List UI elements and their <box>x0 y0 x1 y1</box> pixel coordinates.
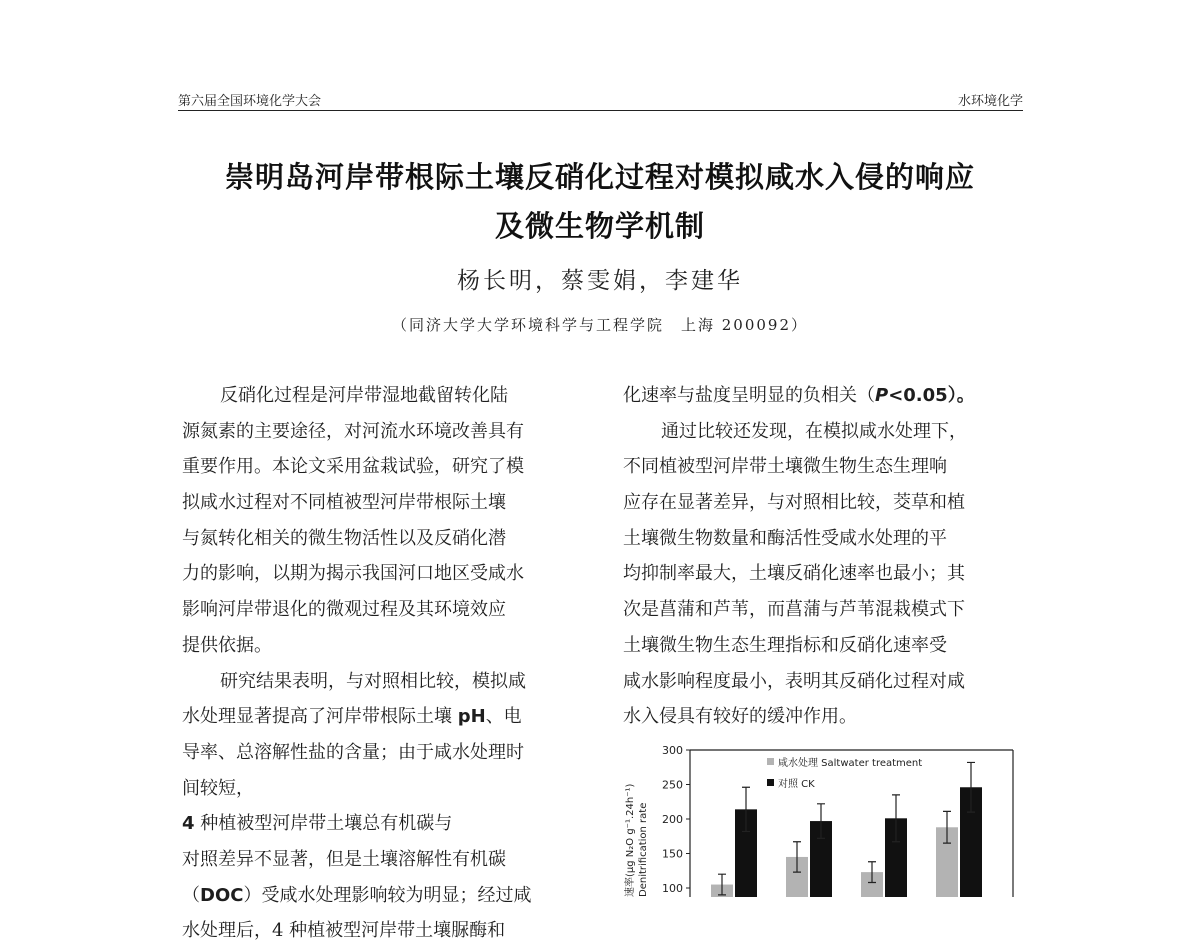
y-axis-label-cn: 速率(μg N₂O g⁻¹.24h⁻¹) <box>625 783 636 897</box>
paper-title-line-1: 崇明岛河岸带根际土壤反硝化过程对模拟咸水入侵的响应 <box>224 160 975 194</box>
text-line: 土壤微生物生态生理指标和反硝化速率受 <box>623 634 947 656</box>
text-line: 研究结果表明，与对照相比较，模拟咸 <box>220 670 526 692</box>
legend-label-ck: 对照 CK <box>778 779 815 790</box>
legend-label-saltwater: 咸水处理 Saltwater treatment <box>778 758 923 769</box>
text-span: ）受咸水处理影响较为明显；经过咸 <box>243 884 532 906</box>
affiliation: （同济大学大学环境科学与工程学院 上海 200092） <box>391 316 809 334</box>
text-line: 力的影响，以期为揭示我国河口地区受咸水 <box>182 563 524 585</box>
text-line: 重要作用。本论文采用盆栽试验，研究了模 <box>182 456 524 478</box>
chart-svg <box>615 738 1035 897</box>
text-line: 提供依据。 <box>182 634 272 656</box>
text-line: 通过比较还发现，在模拟咸水处理下， <box>661 420 967 442</box>
text-line: 间较短， <box>182 777 254 799</box>
text-line <box>182 806 582 842</box>
text-line: 均抑制率最大，土壤反硝化速率也最小；其 <box>623 563 965 585</box>
text-line: 不同植被型河岸带土壤微生物生态生理响 <box>623 456 947 478</box>
text-line <box>182 699 582 735</box>
y-tick-label: 250 <box>662 778 683 792</box>
text-span: 种植被型河岸带土壤总有机碳与 <box>194 813 453 835</box>
paper-title-line-2: 及微生物学机制 <box>494 209 705 243</box>
text-line: 影响河岸带退化的微观过程及其环境效应 <box>182 599 506 621</box>
text-span: <0.05）。 <box>888 385 975 406</box>
running-header <box>178 88 1023 111</box>
text-line: 导率、总溶解性盐的含量；由于咸水处理时 <box>182 741 524 763</box>
conference-name: 第六届全国环境化学大会 <box>178 94 322 109</box>
text-line <box>623 378 1023 414</box>
text-span: （ <box>182 884 200 906</box>
text-span: 、电 <box>485 706 522 728</box>
text-line: 与氮转化相关的微生物活性以及反硝化潜 <box>182 527 506 549</box>
text-line: 水处理后，4 种植被型河岸带土壤脲酶和 <box>182 920 506 942</box>
section-name: 水环境化学 <box>957 94 1023 109</box>
text-line: 源氮素的主要途径，对河流水环境改善具有 <box>182 420 524 442</box>
text-span: DOC <box>200 884 244 906</box>
text-line: 水入侵具有较好的缓冲作用。 <box>623 706 857 728</box>
y-tick-label: 300 <box>662 744 683 757</box>
y-axis-label-en: Denitrification rate <box>638 802 649 897</box>
y-tick-label: 100 <box>662 882 683 895</box>
text-span: P <box>875 385 889 406</box>
text-line <box>182 878 582 914</box>
legend-swatch-ck <box>767 779 774 786</box>
text-line: 应存在显著差异，与对照相比较，茭草和植 <box>623 492 965 514</box>
left-column <box>182 378 582 949</box>
text-line: 拟咸水过程对不同植被型河岸带根际土壤 <box>182 492 506 514</box>
text-span: 4 <box>182 813 195 835</box>
denitrification-chart <box>615 738 1035 897</box>
text-line: 咸水影响程度最小，表明其反硝化过程对咸 <box>623 670 965 692</box>
text-line: 反硝化过程是河岸带湿地截留转化陆 <box>220 385 508 406</box>
text-span: pH <box>457 706 486 728</box>
legend-swatch-saltwater <box>767 758 774 765</box>
text-line: 次是菖蒲和芦苇，而菖蒲与芦苇混栽模式下 <box>623 599 965 621</box>
right-column <box>623 378 1023 735</box>
text-line: 土壤微生物数量和酶活性受咸水处理的平 <box>623 527 947 549</box>
authors: 杨长明，蔡雯娟，李建华 <box>457 268 743 294</box>
text-line: 对照差异不显著，但是土壤溶解性有机碳 <box>182 848 506 870</box>
text-span: 水处理显著提高了河岸带根际土壤 <box>182 706 458 728</box>
y-tick-label: 150 <box>662 847 683 861</box>
text-span: 化速率与盐度呈明显的负相关（ <box>623 385 875 406</box>
y-tick-label: 200 <box>662 813 683 826</box>
